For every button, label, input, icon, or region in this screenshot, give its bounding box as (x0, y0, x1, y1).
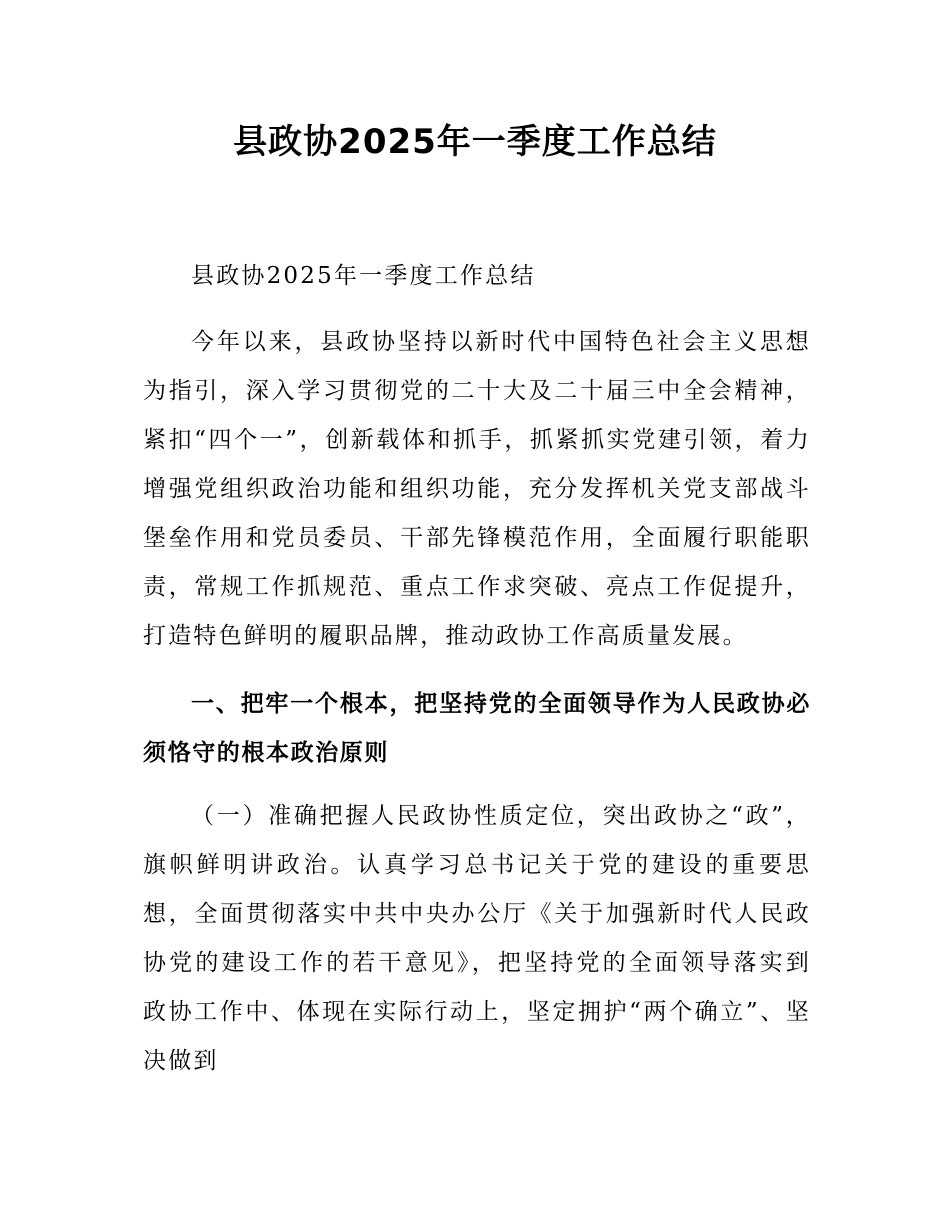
subtitle-paragraph: 县政协2025年一季度工作总结 (191, 263, 536, 289)
section-1-subsection-1: （一）准确把握人民政协性质定位，突出政协之“政”，旗帜鲜明讲政治。认真学习总书记关于党的建设的重要思想，全面贯彻落实中共中央办公厅《关于加强新时代人民政协党的建设工作的若干意见》，把坚持党的全面领导落实到政协工作中、体现在实际行动上，坚定拥护“两个确立”、坚决做到 (143, 803, 811, 1074)
document-title: 县政协2025年一季度工作总结 (233, 122, 717, 162)
intro-paragraph: 今年以来，县政协坚持以新时代中国特色社会主义思想为指引，深入学习贯彻党的二十大及二十届三中全会精神，紧扣“四个一”，创新载体和抓手，抓紧抓实党建引领，着力增强党组织政治功能和组织功能，充分发挥机关党支部战斗堡垒作用和党员委员、干部先锋模范作用，全面履行职能职责，常规工作抓规范、重点工作求突破、亮点工作促提升，打造特色鲜明的履职品牌，推动政协工作高质量发展。 (143, 329, 811, 649)
section-1-heading: 一、把牢一个根本，把坚持党的全面领导作为人民政协必须恪守的根本政治原则 (143, 691, 811, 766)
